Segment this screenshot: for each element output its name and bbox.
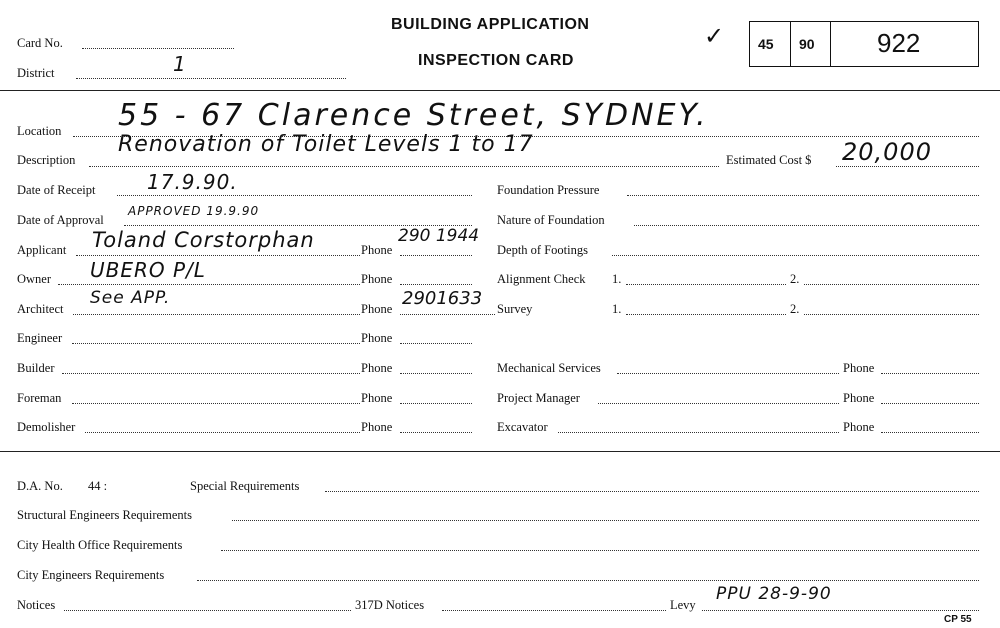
demolisher-line: [85, 432, 360, 433]
city-engineers-line: [197, 580, 979, 581]
excavator-phone-line: [881, 432, 979, 433]
description-line: [89, 166, 719, 167]
foreman-line: [72, 403, 360, 404]
date-receipt-line: [117, 195, 472, 196]
box-cell-1: 45: [758, 36, 774, 52]
architect-value: See APP.: [90, 288, 171, 308]
owner-value: UBERO P/L: [90, 258, 206, 282]
header-divider: [0, 90, 1000, 91]
health-requirements-line: [221, 550, 979, 551]
architect-phone-line: [400, 314, 495, 315]
demolisher-phone-label: Phone: [361, 420, 393, 434]
estimated-cost-label: Estimated Cost $: [726, 153, 812, 167]
da-no-label: D.A. No.: [17, 479, 63, 493]
engineer-label: Engineer: [17, 331, 63, 345]
survey-2-line: [804, 314, 979, 315]
excavator-phone-label: Phone: [843, 420, 875, 434]
location-value: 55 - 67 Clarence Street, SYDNEY.: [118, 98, 709, 133]
district-label: District: [17, 66, 55, 80]
structural-requirements-line: [232, 520, 979, 521]
alignment-1-label: 1.: [612, 272, 622, 286]
nature-foundation-label: Nature of Foundation: [497, 213, 605, 227]
applicant-phone-line: [400, 255, 472, 256]
project-manager-phone-line: [881, 403, 979, 404]
notices-label: Notices: [17, 598, 56, 612]
nature-foundation-line: [634, 225, 979, 226]
description-label: Description: [17, 153, 76, 167]
form-title-line1: BUILDING APPLICATION: [391, 16, 590, 33]
applicant-line: [76, 255, 360, 256]
location-label: Location: [17, 124, 62, 138]
applicant-phone-label: Phone: [361, 243, 393, 257]
depth-footings-line: [612, 255, 979, 256]
foreman-phone-line: [400, 403, 472, 404]
mechanical-services-label: Mechanical Services: [497, 361, 601, 375]
da-no-value: 44 :: [88, 479, 108, 493]
check-mark: ✓: [704, 22, 726, 50]
levy-label: Levy: [670, 598, 696, 612]
owner-label: Owner: [17, 272, 52, 286]
estimated-cost-line: [836, 166, 979, 167]
demolisher-phone-line: [400, 432, 472, 433]
card-number-box: [749, 21, 979, 67]
survey-label: Survey: [497, 302, 533, 316]
builder-label: Builder: [17, 361, 55, 375]
date-approval-value: APPROVED 19.9.90: [128, 204, 260, 218]
date-approval-label: Date of Approval: [17, 213, 104, 227]
builder-phone-line: [400, 373, 472, 374]
architect-label: Architect: [17, 302, 64, 316]
project-manager-line: [598, 403, 839, 404]
description-value: Renovation of Toilet Levels 1 to 17: [118, 132, 534, 157]
foreman-label: Foreman: [17, 391, 62, 405]
architect-phone-value: 2901633: [402, 288, 483, 309]
excavator-label: Excavator: [497, 420, 548, 434]
estimated-cost-value: 20,000: [842, 138, 932, 166]
levy-line: [702, 610, 979, 611]
foundation-pressure-line: [627, 195, 979, 196]
form-code: CP 55: [944, 614, 972, 625]
date-receipt-label: Date of Receipt: [17, 183, 96, 197]
engineer-phone-label: Phone: [361, 331, 393, 345]
district-line: [76, 78, 346, 79]
district-value: 1: [173, 52, 187, 76]
date-receipt-value: 17.9.90.: [147, 170, 238, 194]
alignment-2-line: [804, 284, 979, 285]
survey-1-label: 1.: [612, 302, 622, 316]
survey-2-label: 2.: [790, 302, 800, 316]
excavator-line: [558, 432, 839, 433]
city-engineers-label: City Engineers Requirements: [17, 568, 165, 582]
notices-317d-label: 317D Notices: [355, 598, 425, 612]
engineer-phone-line: [400, 343, 472, 344]
special-requirements-line: [325, 491, 979, 492]
architect-line: [73, 314, 360, 315]
owner-line: [58, 284, 360, 285]
applicant-value: Toland Corstorphan: [92, 228, 315, 252]
applicant-label: Applicant: [17, 243, 67, 257]
alignment-check-label: Alignment Check: [497, 272, 586, 286]
applicant-phone-value: 290 1944: [398, 226, 480, 246]
structural-requirements-label: Structural Engineers Requirements: [17, 508, 192, 522]
depth-footings-label: Depth of Footings: [497, 243, 588, 257]
mechanical-phone-label: Phone: [843, 361, 875, 375]
box-cell-3: 922: [877, 28, 921, 58]
survey-1-line: [626, 314, 786, 315]
form-title-line2: INSPECTION CARD: [418, 52, 574, 69]
mechanical-phone-line: [881, 373, 979, 374]
foreman-phone-label: Phone: [361, 391, 393, 405]
demolisher-label: Demolisher: [17, 420, 76, 434]
footer-divider: [0, 451, 1000, 452]
card-no-line: [82, 48, 234, 49]
special-requirements-label: Special Requirements: [190, 479, 300, 493]
owner-phone-label: Phone: [361, 272, 393, 286]
alignment-2-label: 2.: [790, 272, 800, 286]
levy-value: PPU 28-9-90: [716, 584, 832, 604]
alignment-1-line: [626, 284, 786, 285]
card-no-label: Card No.: [17, 36, 63, 50]
owner-phone-line: [400, 284, 472, 285]
foundation-pressure-label: Foundation Pressure: [497, 183, 600, 197]
builder-phone-label: Phone: [361, 361, 393, 375]
box-cell-2: 90: [799, 36, 815, 52]
mechanical-services-line: [617, 373, 839, 374]
notices-317d-line: [442, 610, 666, 611]
health-requirements-label: City Health Office Requirements: [17, 538, 183, 552]
project-manager-phone-label: Phone: [843, 391, 875, 405]
builder-line: [62, 373, 360, 374]
project-manager-label: Project Manager: [497, 391, 580, 405]
engineer-line: [72, 343, 360, 344]
notices-line: [64, 610, 351, 611]
architect-phone-label: Phone: [361, 302, 393, 316]
